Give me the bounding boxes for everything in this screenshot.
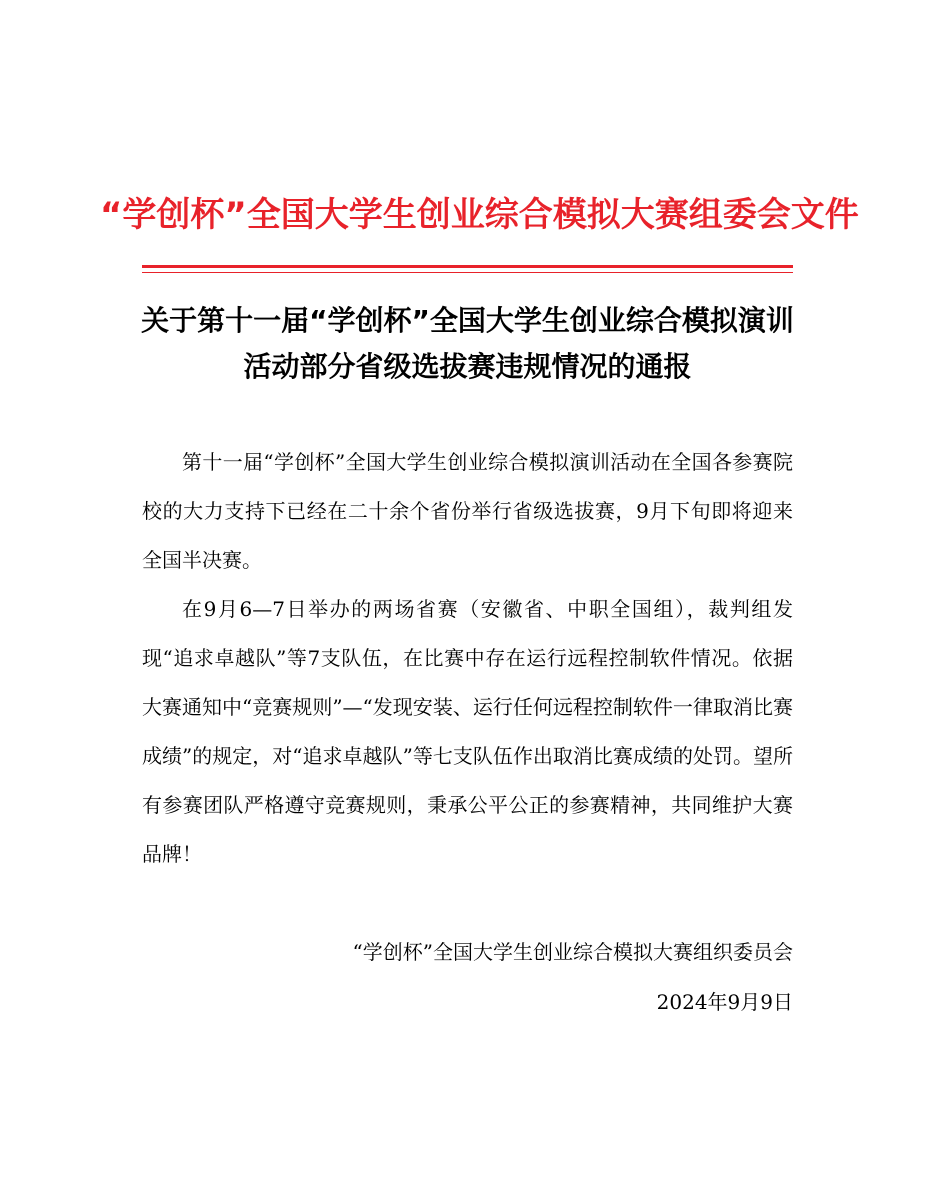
issuer-signature: “学创杯”全国大学生创业综合模拟大赛组织委员会 bbox=[352, 940, 793, 964]
body-paragraph-1: 第十一届“学创杯”全国大学生创业综合模拟演训活动在全国各参赛院校的大力支持下已经在二十余个省份举行省级选拔赛，9月下旬即将迎来全国半决赛。 bbox=[142, 450, 793, 572]
notice-title-line-2: 活动部分省级选拔赛违规情况的通报 bbox=[243, 350, 692, 383]
notice-title-line-1: 关于第十一届“学创杯”全国大学生创业综合模拟演训 bbox=[141, 304, 794, 337]
body-paragraph-2: 在9月6—7日举办的两场省赛（安徽省、中职全国组），裁判组发现“追求卓越队”等7支队伍，在比赛中存在运行远程控制软件情况。依据大赛通知中“竞赛规则”—“发现安装、运行任何远程控制软件一律取消比赛成绩”的规定，对“追求卓越队”等七支队伍作出取消比赛成绩的处罚。望所有参赛团队严格遵守竞赛规则，秉承公平公正的参赛精神，共同维护大赛品牌！ bbox=[142, 597, 793, 866]
header-divider-thick bbox=[142, 265, 793, 268]
issue-date: 2024年9月9日 bbox=[656, 990, 793, 1014]
document-header-title: “学创杯”全国大学生创业综合模拟大赛组委会文件 bbox=[100, 195, 859, 235]
notice-body bbox=[142, 438, 793, 879]
header-divider-thin bbox=[142, 272, 793, 273]
notice-title bbox=[100, 298, 835, 390]
